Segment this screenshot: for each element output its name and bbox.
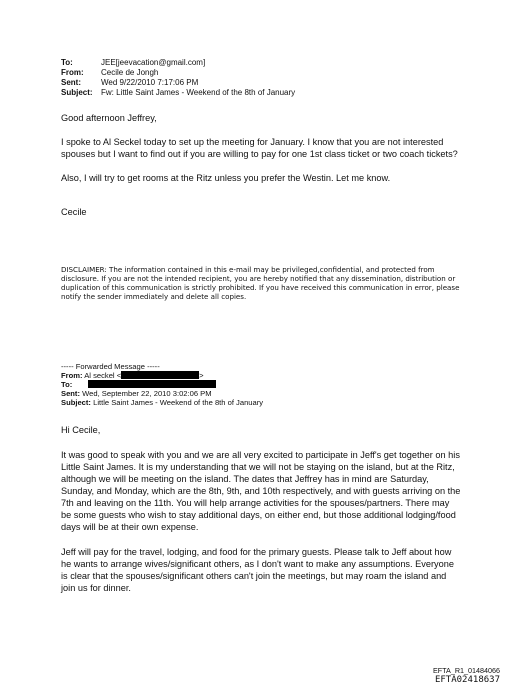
- bates-id-large: EFTA02418637: [434, 675, 500, 685]
- header-subject-row: [61, 88, 295, 98]
- subject-value: Fw: Little Saint James - Weekend of the 8th of January: [101, 88, 296, 97]
- email-header: [61, 58, 295, 98]
- message-body: [61, 112, 461, 230]
- from-label: From:: [61, 68, 84, 77]
- paragraph: Jeff will pay for the travel, lodging, and food for the primary guests. Please talk to Jeff about how he wants to arrange wives/significant others, as I don't want to make any assumptions. Everyone is clear that the spouses/significant others can't join the meetings, but may roam the island and join us for dinner.: [61, 547, 454, 593]
- disclaimer: DISCLAIMER: The information contained in this e-mail may be privileged,confidential, and protected from disclosure. If you are not the intended recipient, you are hereby notified that any dissemination, distribution or duplication of this communication is strictly prohibited. If you have received this communication in error, please notify the sender immediately and delete all copies.: [61, 265, 460, 301]
- fwd-to-label: To:: [61, 380, 73, 389]
- forwarded-body: [61, 424, 461, 607]
- redaction-box: [121, 371, 199, 379]
- greeting: Hi Cecile,: [61, 425, 101, 435]
- forwarded-from-row: [61, 371, 263, 380]
- header-from-row: [61, 68, 295, 78]
- paragraph: Also, I will try to get rooms at the Ritz unless you prefer the Westin. Let me know.: [61, 173, 391, 183]
- fwd-subject-value: Little Saint James - Weekend of the 8th of January: [93, 398, 264, 407]
- signature: Cecile: [61, 207, 87, 217]
- greeting: Good afternoon Jeffrey,: [61, 113, 157, 123]
- forwarded-to-row: [61, 380, 263, 389]
- forwarded-subject-row: [61, 398, 263, 407]
- header-to-row: [61, 58, 295, 68]
- fwd-from-value: Al seckel <: [84, 371, 122, 380]
- fwd-sent-label: Sent:: [61, 389, 80, 398]
- from-value: Cecile de Jongh: [101, 68, 159, 77]
- fwd-from-close: >: [199, 371, 204, 380]
- redaction-box: [88, 380, 216, 388]
- sent-value: Wed 9/22/2010 7:17:06 PM: [101, 78, 199, 87]
- fwd-from-label: From:: [61, 371, 83, 380]
- to-value: JEE[jeevacation@gmail.com]: [101, 58, 206, 67]
- forwarded-sent-row: [61, 389, 263, 398]
- subject-label: Subject:: [61, 88, 93, 97]
- header-sent-row: [61, 78, 295, 88]
- forwarded-header: [61, 362, 263, 407]
- fwd-subject-label: Subject:: [61, 398, 91, 407]
- bates-id-small: EFTA_R1_01484066: [433, 666, 500, 675]
- paragraph: It was good to speak with you and we are all very excited to participate in Jeff's get together on his Little Saint James. It is my understanding that we will not be staying on the island, but at the Ritz, although we will be meeting on the island. The dates that Jeffrey has in mind are Saturday, Sunday, and Monday, which are the 8th, 9th, and 10th respectively, and with guests arriving on the 7th and leaving on the 11th. You will help arrange activities for the spouses/partners. There may be some guests who wish to stay additional days, on either end, but those additional lodging/food days will be at their own expense.: [61, 450, 461, 532]
- sent-label: Sent:: [61, 78, 81, 87]
- document-footer: [433, 666, 500, 686]
- paragraph: I spoke to Al Seckel today to set up the meeting for January. I know that you are not interested spouses but I want to find out if you are willing to pay for one 1st class ticket or two coach tickets?: [61, 137, 458, 159]
- to-label: To:: [61, 58, 73, 67]
- fwd-sent-value: Wed, September 22, 2010 3:02:06 PM: [82, 389, 212, 398]
- forwarded-marker: ----- Forwarded Message -----: [61, 362, 160, 371]
